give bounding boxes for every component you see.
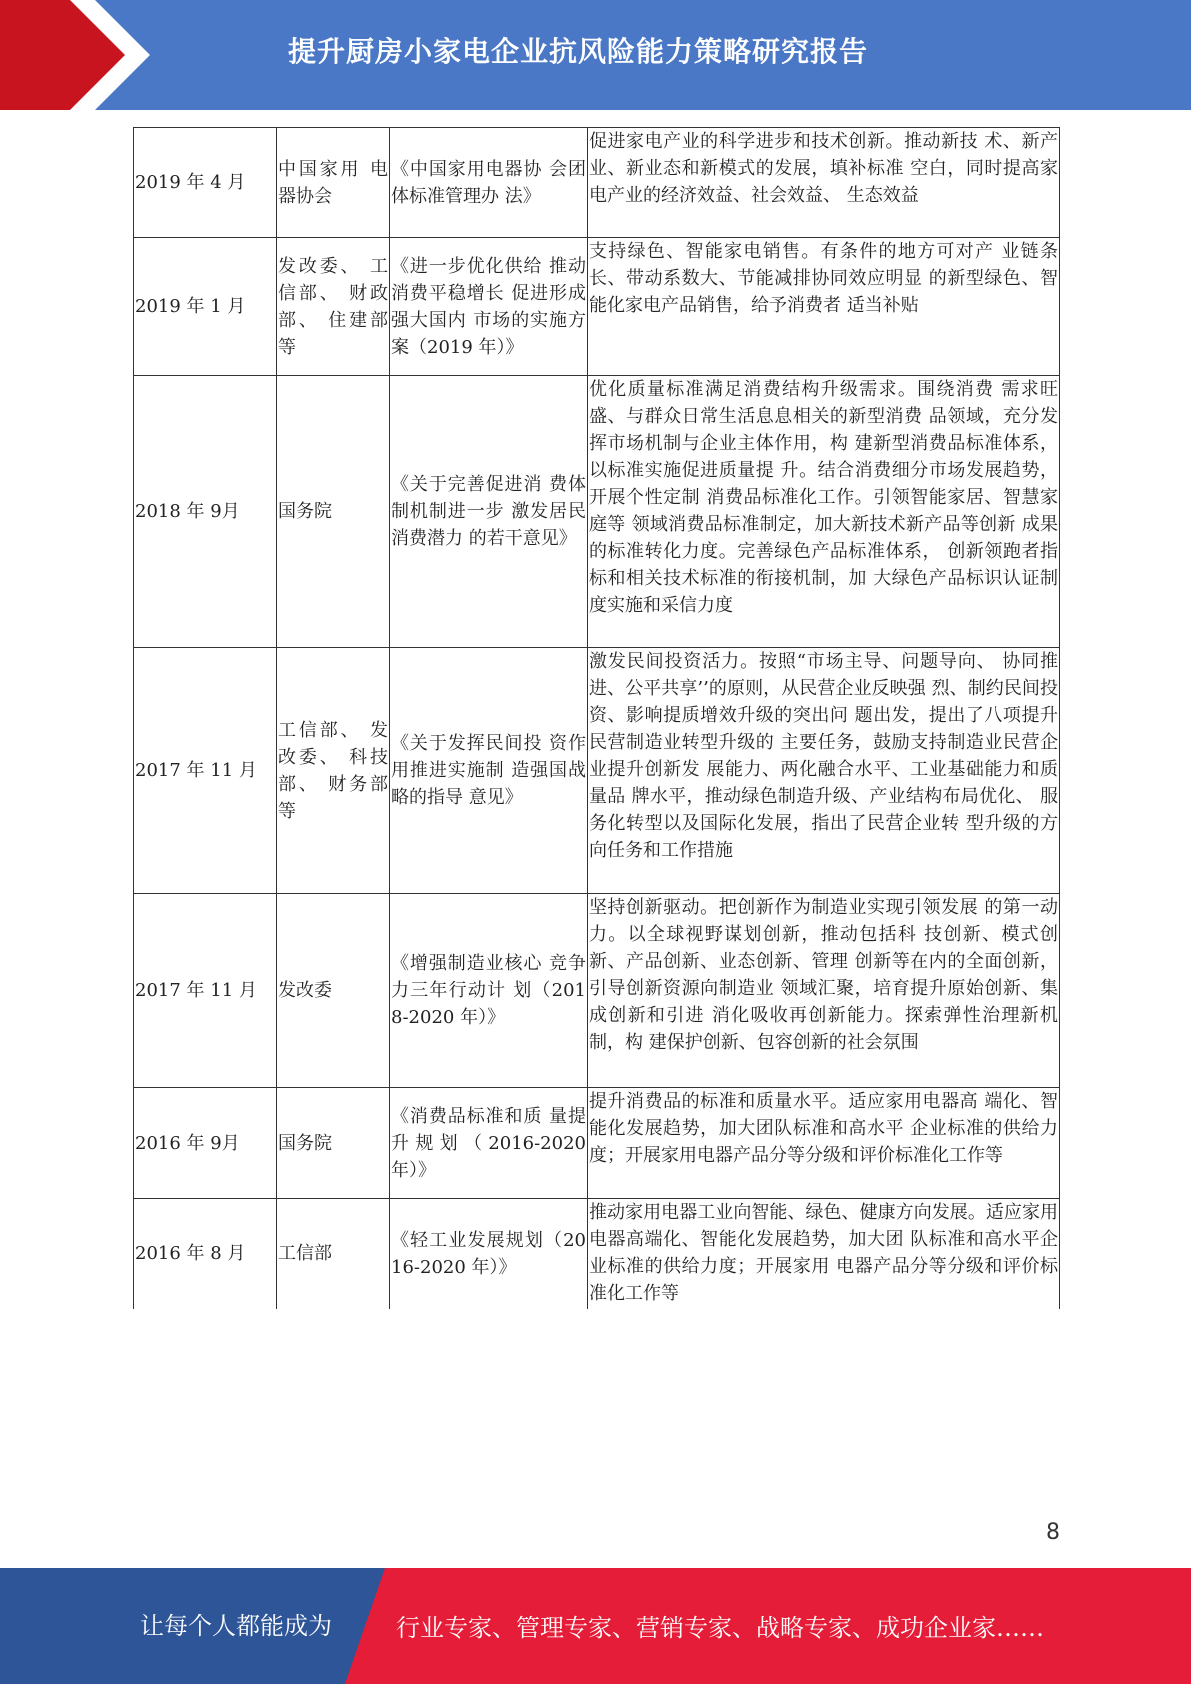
date-cell: 2016 年 9月: [134, 1088, 277, 1199]
table-row: [134, 648, 1060, 894]
content-cell: 提升消费品的标准和质量水平。适应家用电器高 端化、智能化发展趋势，加大团队标准和高水平 企业标准的供给力度；开展家用电器产品分等分级和评价标准化工作等: [588, 1088, 1060, 1199]
footer-slogan-left: 让每个人都能成为: [140, 1612, 332, 1640]
content-cell: 推动家用电器工业向智能、绿色、健康方向发展。适应家用电器高端化、智能化发展趋势，加大团 队标准和高水平企业标准的供给力度；开展家用 电器产品分等分级和评价标准化工作等: [588, 1199, 1060, 1309]
doc-cell: 《中国家用电器协 会团体标准管理办 法》: [390, 128, 588, 238]
org-cell: 发改委、 工信部、 财政部、 住建部等: [277, 238, 390, 376]
page-number: 8: [1046, 1520, 1060, 1545]
doc-cell: 《进一步优化供给 推动消费平稳增长 促进形成强大国内 市场的实施方案（2019 年）》: [390, 238, 588, 376]
header-red-chevron: [0, 0, 200, 110]
date-cell: 2017 年 11 月: [134, 894, 277, 1088]
content-cell: 优化质量标准满足消费结构升级需求。围绕消费 需求旺盛、与群众日常生活息息相关的新型消费 品领域，充分发挥市场机制与企业主体作用，构 建新型消费品标准体系，以标准实施促进质量提 升。结合消费细分市场发展趋势，开展个性定制 消费品标准化工作。引领智能家居、智慧家庭等 领域消费品标准制定，加大新技术新产品等创新 成果的标准转化力度。完善绿色产品标准体系， 创新领跑者指标和相关技术标准的衔接机制，加 大绿色产品标识认证制度实施和采信力度: [588, 376, 1060, 648]
org-cell: 中国家用 电器协会: [277, 128, 390, 238]
page-footer: [0, 1568, 1191, 1684]
table-row: [134, 128, 1060, 238]
table-row: [134, 376, 1060, 648]
doc-cell: 《轻工业发展规划（2016-2020 年）》: [390, 1199, 588, 1309]
org-cell: 国务院: [277, 376, 390, 648]
date-cell: 2017 年 11 月: [134, 648, 277, 894]
content-cell: 支持绿色、智能家电销售。有条件的地方可对产 业链条长、带动系数大、节能减排协同效应明显 的新型绿色、智能化家电产品销售，给予消费者 适当补贴: [588, 238, 1060, 376]
date-cell: 2016 年 8 月: [134, 1199, 277, 1309]
doc-cell: 《关于完善促进消 费体制机制进一步 激发居民消费潜力 的若干意见》: [390, 376, 588, 648]
table-row: [134, 238, 1060, 376]
content-cell: 坚持创新驱动。把创新作为制造业实现引领发展 的第一动力。以全球视野谋划创新，推动包括科 技创新、模式创新、产品创新、业态创新、管理 创新等在内的全面创新，引导创新资源向制造业 领域汇聚，培育提升原始创新、集成创新和引进 消化吸收再创新能力。探索弹性治理新机制，构 建保护创新、包容创新的社会氛围: [588, 894, 1060, 1088]
policy-table-container: [133, 127, 1059, 1309]
date-cell: 2018 年 9月: [134, 376, 277, 648]
table-row: [134, 894, 1060, 1088]
date-cell: 2019 年 4 月: [134, 128, 277, 238]
table-row: [134, 1199, 1060, 1309]
org-cell: 工信部: [277, 1199, 390, 1309]
org-cell: 国务院: [277, 1088, 390, 1199]
content-cell: 促进家电产业的科学进步和技术创新。推动新技 术、新产业、新业态和新模式的发展，填补标准 空白，同时提高家电产业的经济效益、社会效益、 生态效益: [588, 128, 1060, 238]
report-title: 提升厨房小家电企业抗风险能力策略研究报告: [288, 35, 869, 68]
doc-cell: 《增强制造业核心 竞争力三年行动计 划（2018-2020 年）》: [390, 894, 588, 1088]
content-cell: 激发民间投资活力。按照“市场主导、问题导向、 协同推进、公平共享’’的原则，从民营企业反映强 烈、制约民间投资、影响提质增效升级的突出问 题出发，提出了八项提升民营制造业转型升级的 主要任务，鼓励支持制造业民营企业提升创新发 展能力、两化融合水平、工业基础能力和质量品 牌水平，推动绿色制造升级、产业结构布局优化、 服务化转型以及国际化发展，指出了民营企业转 型升级的方向任务和工作措施: [588, 648, 1060, 894]
date-cell: 2019 年 1 月: [134, 238, 277, 376]
page-header: [0, 0, 1191, 110]
doc-cell: 《消费品标准和质 量提升规划（2016-2020 年）》: [390, 1088, 588, 1199]
policy-table: [133, 127, 1060, 1309]
org-cell: 工信部、 发改委、 科技部、 财务部等: [277, 648, 390, 894]
table-row: [134, 1088, 1060, 1199]
doc-cell: 《关于发挥民间投 资作用推进实施制 造强国战略的指导 意见》: [390, 648, 588, 894]
org-cell: 发改委: [277, 894, 390, 1088]
footer-slogan-right: 行业专家、管理专家、营销专家、战略专家、成功企业家……: [396, 1614, 1044, 1642]
